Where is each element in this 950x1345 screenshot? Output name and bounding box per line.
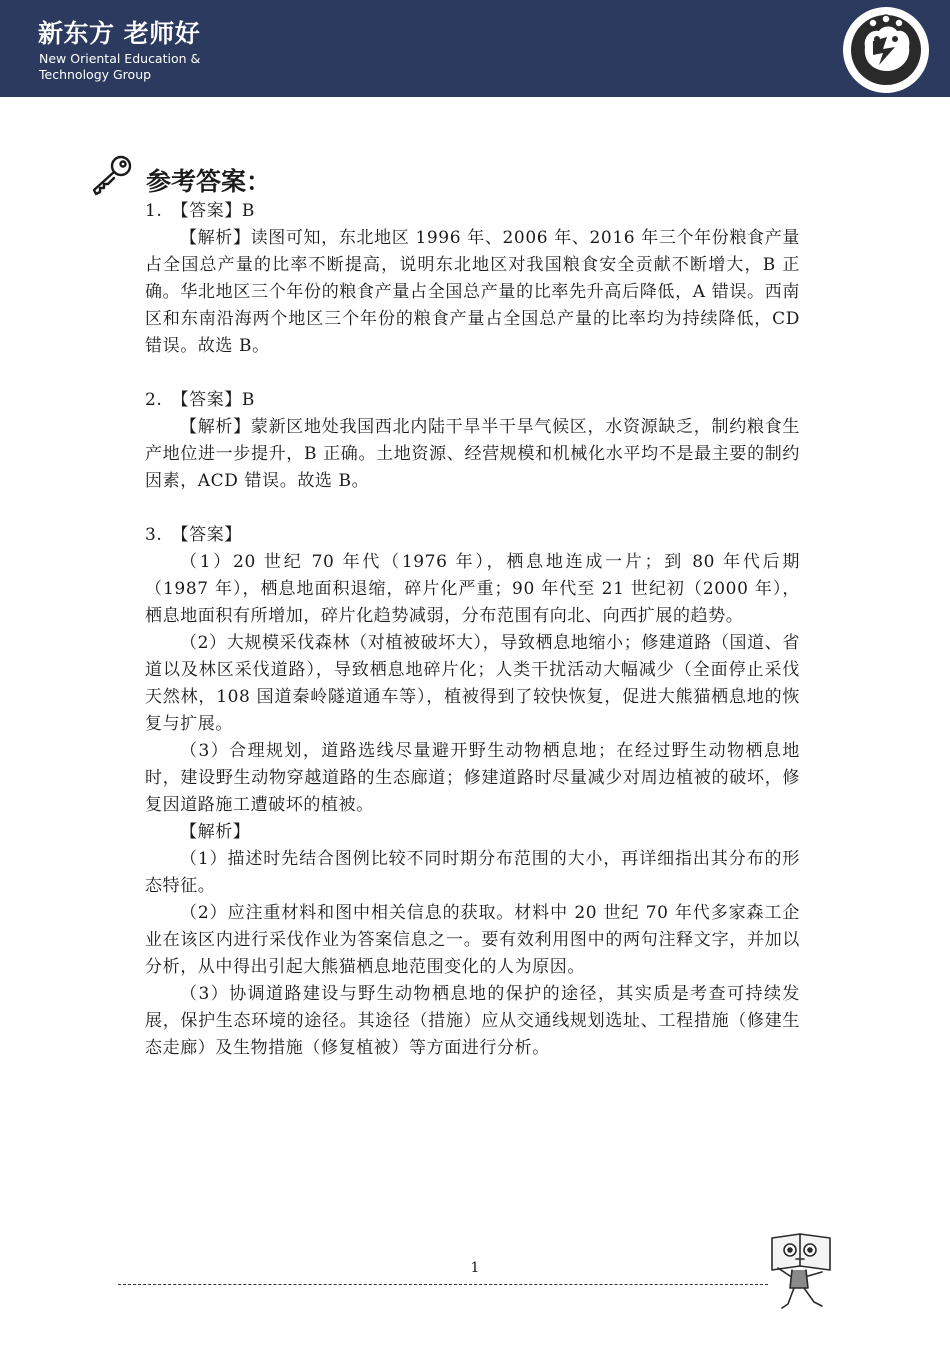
answer-1-heading: 1. 【答案】B [145,201,256,221]
answer-3-part-1: （1）20 世纪 70 年代（1976 年），栖息地连成一片；到 80 年代后期（1987 年），栖息地面积退缩，碎片化严重；90 年代至 21 世纪初（2000 年），栖息地面积有所增加，碎片化趋势减弱，分布范围有向北、向西扩展的趋势。 [145,552,800,626]
brand-name-cn: 新东方 老师好 [38,19,201,48]
answer-3-analysis-2: （2）应注重材料和图中相关信息的获取。材料中 20 世纪 70 年代多家森工企业在该区内进行采伐作业为答案信息之一。要有效利用图中的两句注释文字，并加以分析，从中得出引起大熊猫栖息地范围变化的人为原因。 [145,903,800,977]
spacer [145,495,800,522]
answer-3-analysis-1: （1）描述时先结合图例比较不同时期分布范围的大小，再详细指出其分布的形态特征。 [145,849,800,896]
mascot-logo-icon [843,7,929,93]
answer-1-analysis: 【解析】读图可知，东北地区 1996 年、2006 年、2016 年三个年份粮食产量占全国总产量的比率不断提高，说明东北地区对我国粮食安全贡献不断增大，B 正确。华北地区三个年份的粮食产量占全国总产量的比率先升高后降低，A 错误。西南区和东南沿海两个地区三个年份的粮食产量占全国总产量的比率均为持续降低，CD 错误。故选 B。 [145,228,800,356]
answer-3-heading: 3. 【答案】 [145,525,242,545]
key-icon [88,152,138,198]
answer-3-part-3: （3）合理规划，道路选线尽量避开野生动物栖息地；在经过野生动物栖息地时，建设野生动物穿越道路的生态廊道；修建道路时尽量减少对周边植被的破坏，修复因道路施工遭破坏的植被。 [145,741,800,815]
answer-3-analysis-heading: 【解析】 [180,822,251,842]
reading-mascot-icon [768,1232,834,1316]
brand-name-en: New Oriental Education & Technology Group [39,51,201,82]
answer-2-heading: 2. 【答案】B [145,390,256,410]
answer-content [145,198,800,1062]
spacer [145,360,800,387]
answer-3-analysis-3: （3）协调道路建设与野生动物栖息地的保护的途径，其实质是考查可持续发展，保护生态环境的途径。其途径（措施）应从交通线规划选址、工程措施（修建生态走廊）及生物措施（修复植被）等方面进行分析。 [145,984,800,1058]
footer-divider [118,1284,768,1285]
section-title: 参考答案： [146,167,272,196]
page-header [0,0,950,97]
answer-3-part-2: （2）大规模采伐森林（对植被破坏大），导致栖息地缩小；修建道路（国道、省道以及林区采伐道路），导致栖息地碎片化；人类干扰活动大幅减少（全面停止采伐天然林，108 国道秦岭隧道通车等），植被得到了较快恢复，促进大熊猫栖息地的恢复与扩展。 [145,633,800,734]
answer-2-analysis: 【解析】蒙新区地处我国西北内陆干旱半干旱气候区，水资源缺乏，制约粮食生产地位进一步提升，B 正确。土地资源、经营规模和机械化水平均不是最主要的制约因素，ACD 错误。故选 B。 [145,417,800,491]
page-number: 1 [470,1260,480,1276]
